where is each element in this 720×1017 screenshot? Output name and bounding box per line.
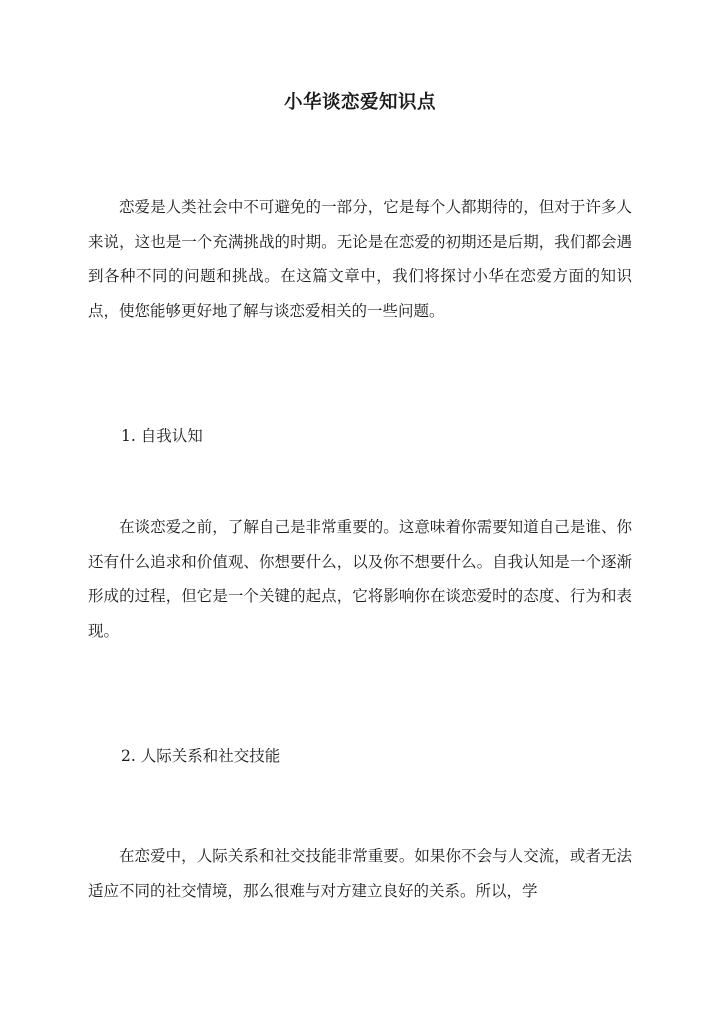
intro-paragraph: 恋爱是人类社会中不可避免的一部分，它是每个人都期待的，但对于许多人来说，这也是一个充满挑战的时期。无论是在恋爱的初期还是后期，我们都会遇到各种不同的问题和挑战。在这篇文章中，我们将探讨小华在恋爱方面的知识点，使您能够更好地了解与谈恋爱相关的一些问题。 [88,198,632,320]
section-heading-social-skills: 2. 人际关系和社交技能 [121,747,281,765]
section-body-social-skills: 在恋爱中，人际关系和社交技能非常重要。如果你不会与人交流，或者无法适应不同的社交情境，那么很难与对方建立良好的关系。所以，学 [88,847,632,900]
document-title: 小华谈恋爱知识点 [283,92,436,113]
section-body-self-awareness: 在谈恋爱之前，了解自己是非常重要的。这意味着你需要知道自己是谁、你还有什么追求和价值观、你想要什么，以及你不想要什么。自我认知是一个逐渐形成的过程，但它是一个关键的起点，它将影响你在谈恋爱时的态度、行为和表现。 [88,518,632,640]
section-heading-self-awareness: 1. 自我认知 [121,427,203,445]
